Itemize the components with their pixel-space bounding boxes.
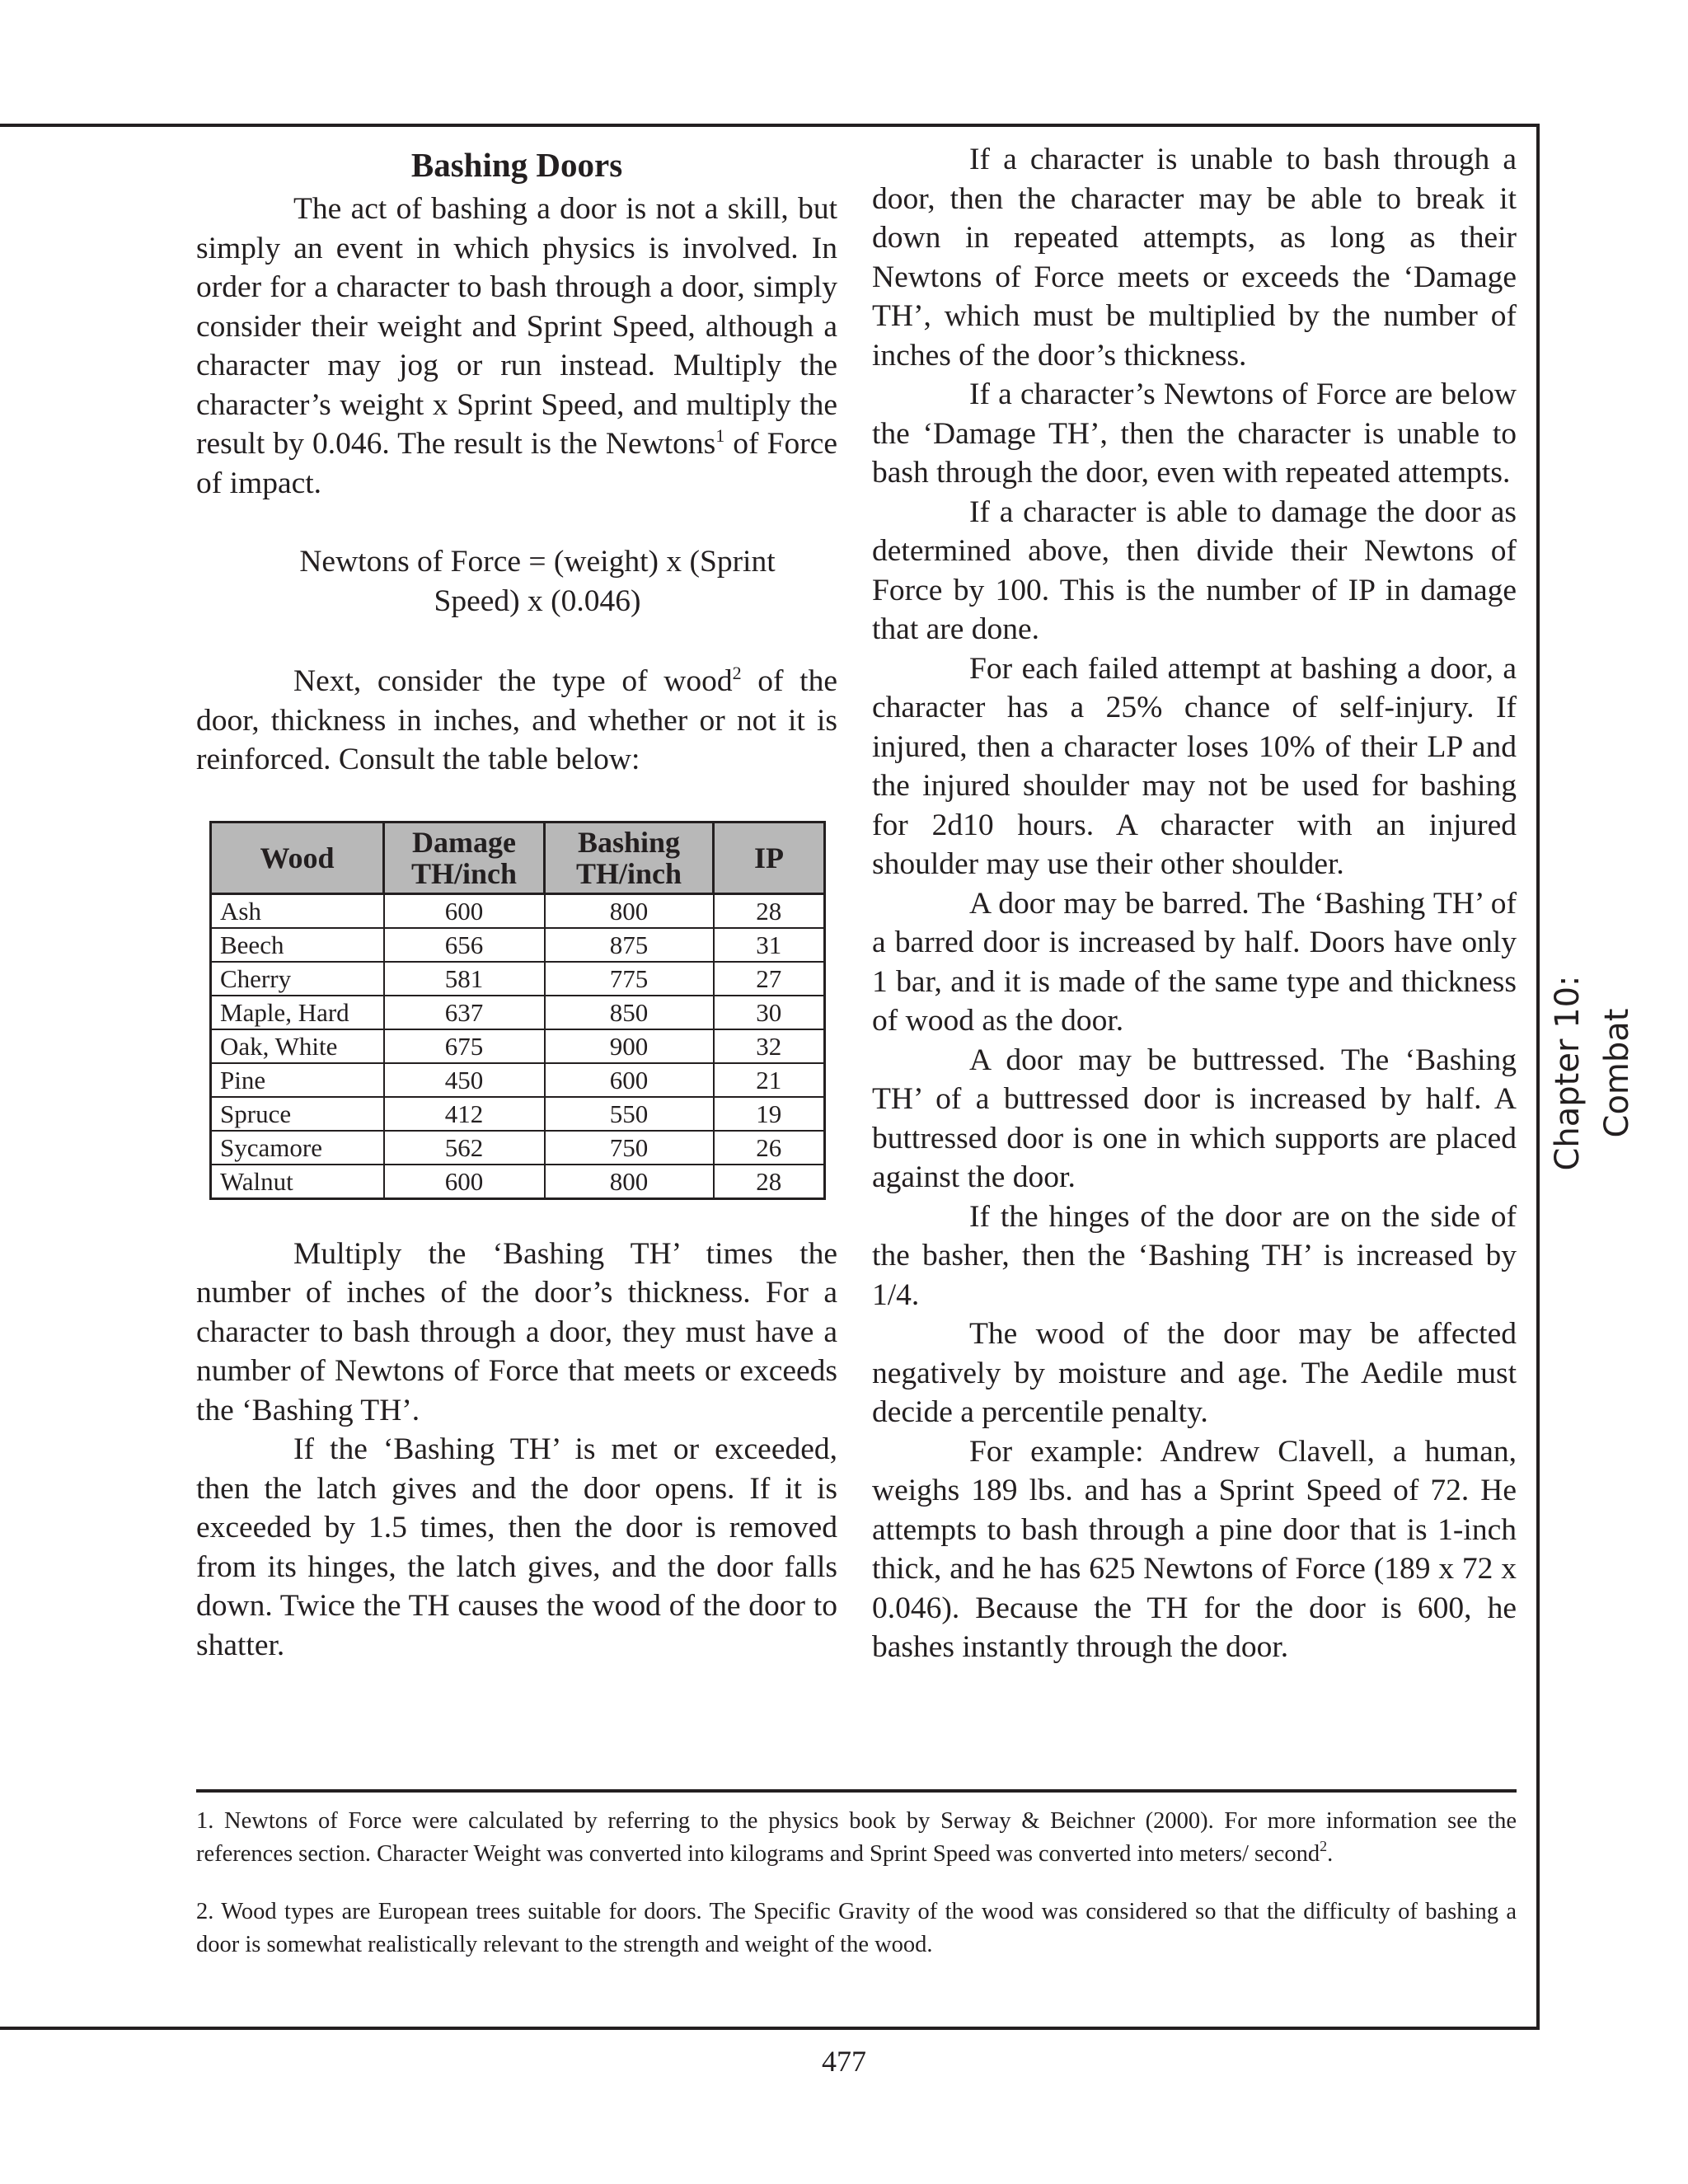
table-row: [211, 1165, 825, 1199]
cell-wood: Oak, White: [211, 1029, 384, 1063]
page-number: 477: [822, 2045, 866, 2078]
body-paragraph: [196, 662, 837, 780]
cell-ip: 31: [714, 928, 825, 962]
cell-damage-th: 656: [384, 928, 545, 962]
table-row: [211, 1131, 825, 1165]
page-frame-right-rule: [1536, 124, 1540, 2030]
table-header-row: [211, 822, 825, 893]
column-header-wood: Wood: [211, 822, 384, 893]
footnote-ref: 1: [715, 425, 725, 446]
body-paragraph: A door may be barred. The ‘Bashing TH’ of a barred door is increased by half. Doors have only 1 bar, and it is made of the same type and thickness of wood as the door.: [872, 886, 1517, 1038]
cell-bashing-th: 850: [545, 996, 714, 1029]
cell-wood: Sycamore: [211, 1131, 384, 1165]
cell-wood: Cherry: [211, 962, 384, 996]
body-paragraph: If the hinges of the door are on the side of the basher, then the ‘Bashing TH’ is increased by 1/4.: [872, 1199, 1517, 1312]
footnote-1: [196, 1805, 1517, 1871]
table-row: [211, 1029, 825, 1063]
paragraph-text: of Force of impact.: [196, 427, 837, 500]
cell-wood: Pine: [211, 1063, 384, 1097]
column-header-bashing: Bashing TH/inch: [545, 822, 714, 893]
page-frame-bottom-rule: [0, 2027, 1540, 2030]
cell-bashing-th: 800: [545, 1165, 714, 1199]
left-column: [196, 140, 837, 1665]
body-paragraph: If the ‘Bashing TH’ is met or exceeded, then the latch gives and the door opens. If it is exceeded by 1.5 times, then the door is removed from its hinges, the latch gives, and the door falls down. Twice the TH causes the wood of the door to shatter.: [196, 1432, 837, 1662]
cell-damage-th: 637: [384, 996, 545, 1029]
cell-damage-th: 412: [384, 1097, 545, 1131]
body-paragraph: The wood of the door may be affected negatively by moisture and age. The Aedile must decide a percentile penalty.: [872, 1317, 1517, 1429]
footnote-superscript: 2: [1320, 1838, 1328, 1854]
cell-bashing-th: 750: [545, 1131, 714, 1165]
cell-bashing-th: 900: [545, 1029, 714, 1063]
table-row: [211, 1097, 825, 1131]
body-paragraph: For each failed attempt at bashing a door, a character has a 25% chance of self-injury. If injured, then a character loses 10% of their LP and the injured shoulder may not be used for bashing for 2d10 hours. A character with an injured shoulder may use their other shoulder.: [872, 651, 1517, 881]
cell-damage-th: 675: [384, 1029, 545, 1063]
cell-ip: 27: [714, 962, 825, 996]
column-header-ip: IP: [714, 822, 825, 893]
body-paragraph: A door may be buttressed. The ‘Bashing TH’ of a buttressed door is increased by half. A buttressed door is one in which supports are placed against the door.: [872, 1043, 1517, 1194]
cell-damage-th: 600: [384, 1165, 545, 1199]
table-row: [211, 996, 825, 1029]
cell-bashing-th: 775: [545, 962, 714, 996]
footnotes: [196, 1805, 1517, 1961]
cell-ip: 19: [714, 1097, 825, 1131]
footnote-rule: [196, 1789, 1517, 1793]
body-paragraph: If a character is able to damage the door as determined above, then divide their Newtons of Force by 100. This is the number of IP in damage that are done.: [872, 494, 1517, 646]
cell-wood: Ash: [211, 893, 384, 928]
footnote-text: 1. Newtons of Force were calculated by referring to the physics book by Serway & Beichner (2000). For more information see the references section. Character Weight was converted into kilograms and Sprint Speed was converted into meters/ second: [196, 1808, 1517, 1867]
chapter-label: Chapter 10: Combat: [1549, 975, 1636, 1171]
table-row: [211, 962, 825, 996]
footnote-2: 2. Wood types are European trees suitable for doors. The Specific Gravity of the wood was considered so that the difficulty of bashing a door is somewhat realistically relevant to the strength and weight of the wood.: [196, 1899, 1517, 1957]
table-row: [211, 893, 825, 928]
body-paragraph: For example: Andrew Clavell, a human, weighs 189 lbs. and has a Sprint Speed of 72. He attempts to bash through a pine door that is 1-inch thick, and he has 625 Newtons of Force (189 x 72 x 0.046). Because the TH for the door is 600, he bashes instantly through the door.: [872, 1434, 1517, 1664]
footnote-ref: 2: [732, 663, 742, 683]
table-row: [211, 928, 825, 962]
cell-ip: 28: [714, 893, 825, 928]
table-row: [211, 1063, 825, 1097]
cell-ip: 32: [714, 1029, 825, 1063]
paragraph-text: of the door, thickness in inches, and whether or not it is reinforced. Consult the table below:: [196, 664, 837, 776]
cell-damage-th: 450: [384, 1063, 545, 1097]
cell-wood: Maple, Hard: [211, 996, 384, 1029]
cell-bashing-th: 800: [545, 893, 714, 928]
body-paragraph: If a character is unable to bash through a door, then the character may be able to break it down in repeated attempts, as long as their Newtons of Force meets or exceeds the ‘Damage TH’, which must be multiplied by the number of inches of the door’s thickness.: [872, 143, 1517, 373]
cell-bashing-th: 600: [545, 1063, 714, 1097]
paragraph-text: Next, consider the type of wood: [293, 664, 733, 698]
cell-wood: Spruce: [211, 1097, 384, 1131]
footnote-text: .: [1327, 1841, 1334, 1867]
cell-wood: Beech: [211, 928, 384, 962]
body-paragraph: [196, 190, 837, 503]
column-header-damage: Damage TH/inch: [384, 822, 545, 893]
cell-wood: Walnut: [211, 1165, 384, 1199]
right-column: [872, 140, 1517, 1667]
cell-bashing-th: 550: [545, 1097, 714, 1131]
cell-damage-th: 581: [384, 962, 545, 996]
section-heading: Bashing Doors: [410, 146, 623, 184]
cell-damage-th: 562: [384, 1131, 545, 1165]
cell-ip: 30: [714, 996, 825, 1029]
formula: Newtons of Force = (weight) x (Sprint Speed) x (0.046): [299, 545, 776, 618]
cell-ip: 21: [714, 1063, 825, 1097]
paragraph-text: The act of bashing a door is not a skill, but simply an event in which physics is involved. In order for a character to bash through a door, simply consider their weight and Sprint Speed, although a character may jog or run instead. Multiply the character’s weight x Sprint Speed, and multiply the result by 0.046. The result is the Newtons: [196, 192, 837, 461]
cell-ip: 28: [714, 1165, 825, 1199]
cell-damage-th: 600: [384, 893, 545, 928]
page-frame-top-rule: [0, 124, 1540, 127]
body-paragraph: If a character’s Newtons of Force are below the ‘Damage TH’, then the character is unable to bash through the door, even with repeated attempts.: [872, 377, 1517, 490]
body-paragraph: Multiply the ‘Bashing TH’ times the number of inches of the door’s thickness. For a character to bash through a door, they must have a number of Newtons of Force that meets or exceeds the ‘Bashing TH’.: [196, 1236, 837, 1427]
wood-table: [209, 821, 826, 1200]
cell-ip: 26: [714, 1131, 825, 1165]
cell-bashing-th: 875: [545, 928, 714, 962]
